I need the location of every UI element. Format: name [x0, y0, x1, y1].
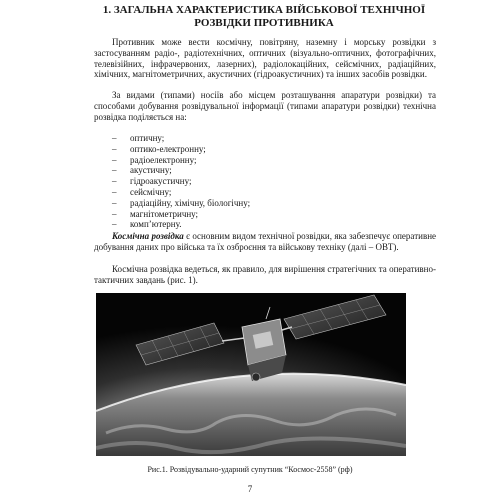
list-item: – гідроакустичну;	[112, 176, 412, 187]
heading-line-1: ЗАГАЛЬНА ХАРАКТЕРИСТИКА ВІЙСЬКОВОЇ ТЕХНІЧНОЇ	[113, 4, 426, 16]
list-item: – оптичну;	[112, 133, 412, 144]
paragraph-2: За видами (типами) носіїв або місцем розташування апаратури розвідки) та способами добування розвідувальної інформації (типами апаратури розвідки) технічна розвідка поділяється на:	[94, 90, 436, 122]
list-item: – комп’ютерну.	[112, 219, 412, 230]
paragraph-3-text: є основним видом технічної розвідки, яка забезпечує оперативне добування даних про війська та їх озброєння та військову техніку (далі – ОВТ).	[94, 231, 437, 252]
list-item: – радіоелектронну;	[112, 155, 412, 166]
page-number: 7	[247, 484, 253, 494]
reconnaissance-types-list	[112, 133, 412, 230]
paragraph-1: Противник може вести космічну, повітряну, наземну і морську розвідки з застосуванням радіо-, радіотехнічних, оптичних (візуально-оптичних, фотографічних, телевізійних, інфрачервоних, лазерних), радіолокаційних, сейсмічних, радіаційних, хімічних, магнітометричних, акустичних (гідроакустичних) та інших засобів розвідки.	[94, 37, 436, 80]
heading-number: 1.	[102, 4, 112, 16]
list-item: – магнітометричну;	[112, 209, 412, 220]
list-item: – радіаційну, хімічну, біологічну;	[112, 198, 412, 209]
satellite-photo	[96, 293, 406, 456]
list-item: – акустичну;	[112, 165, 412, 176]
term-space-reconnaissance: Космічна розвідка	[112, 231, 184, 241]
figure-caption: Рис.1. Розвідувально-ударний супутник “Космос-2558” (рф)	[147, 465, 353, 474]
heading-line-2: РОЗВІДКИ ПРОТИВНИКА	[194, 17, 334, 29]
paragraph-4: Космічна розвідка ведеться, як правило, для вирішення стратегічних та оперативно-тактичних завдань (рис. 1).	[94, 264, 436, 285]
list-item: – сейсмічну;	[112, 187, 412, 198]
section-heading	[96, 4, 432, 30]
paragraph-3	[94, 231, 436, 253]
list-item: – оптико-електронну;	[112, 144, 412, 155]
